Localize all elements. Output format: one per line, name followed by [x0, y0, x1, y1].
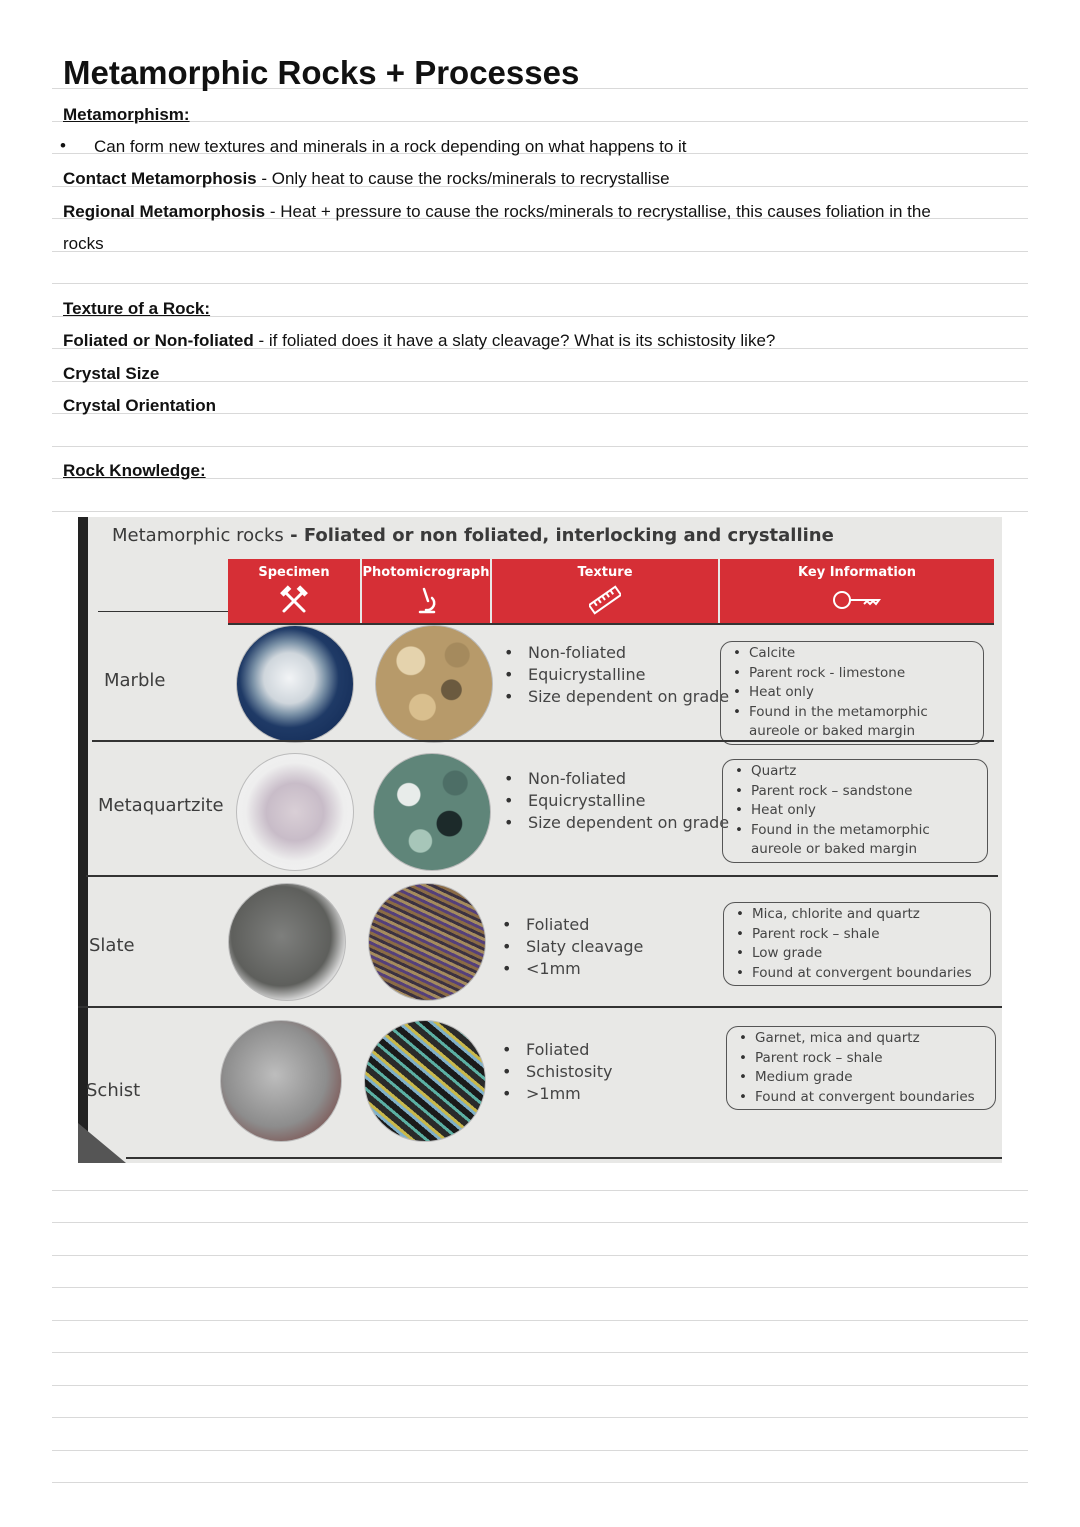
schist-key-2: • Parent rock – shale	[755, 1049, 987, 1069]
reference-sheet-photo	[78, 517, 1002, 1163]
rock-name-slate: Slate	[89, 935, 135, 956]
header-specimen	[228, 559, 360, 625]
regional-desc: - Heat + pressure to cause the rocks/minerals to recrystallise, this causes foliation in the	[265, 202, 931, 221]
regional-desc-cont: rocks	[63, 234, 104, 253]
bullet-dot: •	[60, 136, 66, 155]
rock-knowledge-heading: Rock Knowledge:	[63, 461, 206, 480]
slate-texture-2: • Slaty cleavage	[502, 936, 643, 958]
row-divider-2	[86, 875, 998, 877]
marble-specimen-image	[236, 625, 354, 743]
key-icon	[831, 585, 883, 615]
header-key-information	[720, 559, 994, 625]
schist-specimen-image	[220, 1020, 342, 1142]
hammers-icon	[278, 585, 310, 615]
marble-texture-1: • Non-foliated	[504, 642, 729, 664]
slate-specimen-image	[228, 883, 346, 1001]
rock-name-schist: Schist	[86, 1080, 141, 1101]
metaquartzite-texture-1: • Non-foliated	[504, 768, 729, 790]
metaquartzite-texture-2: • Equicrystalline	[504, 790, 729, 812]
marble-texture-2: • Equicrystalline	[504, 664, 729, 686]
row-divider-4	[126, 1157, 1002, 1159]
header-texture-label: Texture	[577, 565, 633, 580]
metaquartzite-key-2: • Parent rock – sandstone	[751, 782, 979, 802]
schist-texture-3: • >1mm	[502, 1083, 612, 1105]
foliated-desc: - if foliated does it have a slaty cleavage? What is its schistosity like?	[253, 331, 776, 350]
metaquartzite-key-4-cont: aureole or baked margin	[751, 841, 918, 857]
schist-key-3: • Medium grade	[755, 1068, 987, 1088]
crystal-orientation: Crystal Orientation	[63, 396, 217, 415]
header-texture	[492, 559, 718, 625]
schist-photomicrograph-image	[364, 1020, 486, 1142]
header-photomicrograph-label: Photomicrograph	[362, 565, 490, 580]
marble-key-4: • Found in the metamorphic	[749, 703, 975, 723]
marble-key-4-cont: aureole or baked margin	[749, 723, 916, 739]
slate-texture-list	[502, 914, 643, 980]
photo-corner	[78, 1123, 126, 1163]
metaquartzite-key-3: • Heat only	[751, 801, 979, 821]
metaquartzite-specimen-image	[236, 753, 354, 871]
contact-desc: - Only heat to cause the rocks/minerals to recrystallise	[256, 169, 670, 188]
metaquartzite-photomicrograph-image	[373, 753, 491, 871]
schist-key-1: • Garnet, mica and quartz	[755, 1029, 987, 1049]
schist-texture-list	[502, 1039, 612, 1105]
header-bottom-line	[228, 623, 994, 625]
marble-key-box	[720, 641, 984, 745]
header-photomicrograph	[362, 559, 490, 625]
regional-metamorphosis-line	[63, 201, 931, 223]
slate-key-3: • Low grade	[752, 944, 982, 964]
header-underline	[98, 611, 228, 612]
schist-key-4: • Found at convergent boundaries	[755, 1088, 987, 1108]
header-specimen-label: Specimen	[258, 565, 330, 580]
sheet-title-b: - Foliated or non foliated, interlocking and crystalline	[283, 525, 834, 546]
marble-key-2: • Parent rock - limestone	[749, 664, 975, 684]
schist-texture-2: • Schistosity	[502, 1061, 612, 1083]
header-key-information-label: Key Information	[798, 565, 916, 580]
metaquartzite-key-4: • Found in the metamorphic	[751, 821, 979, 841]
contact-term: Contact Metamorphosis	[63, 169, 257, 188]
row-divider-3	[78, 1006, 1002, 1008]
metaquartzite-texture-3: • Size dependent on grade	[504, 812, 729, 834]
marble-key-1: • Calcite	[749, 644, 975, 664]
slate-texture-1: • Foliated	[502, 914, 643, 936]
slate-photomicrograph-image	[368, 883, 486, 1001]
slate-key-box	[723, 902, 991, 986]
microscope-icon	[410, 585, 442, 615]
marble-photomicrograph-image	[375, 625, 493, 743]
texture-heading: Texture of a Rock:	[63, 299, 211, 318]
crystal-size: Crystal Size	[63, 364, 160, 383]
metaquartzite-texture-list	[504, 768, 729, 834]
page-title: Metamorphic Rocks + Processes	[63, 54, 580, 91]
photo-edge	[78, 517, 88, 1163]
sheet-title	[112, 525, 834, 546]
rock-name-marble: Marble	[104, 670, 166, 691]
metaquartzite-key-1: • Quartz	[751, 762, 979, 782]
metamorphism-heading: Metamorphism:	[63, 105, 190, 124]
regional-term: Regional Metamorphosis	[63, 202, 266, 221]
ruler-icon	[589, 585, 621, 615]
sheet-title-a: Metamorphic rocks	[112, 525, 284, 546]
foliated-line	[63, 330, 775, 352]
slate-key-2: • Parent rock – shale	[752, 925, 982, 945]
schist-key-box	[726, 1026, 996, 1110]
marble-texture-list	[504, 642, 729, 708]
metamorphism-bullet: Can form new textures and minerals in a rock depending on what happens to it	[94, 137, 687, 156]
marble-texture-3: • Size dependent on grade	[504, 686, 729, 708]
slate-key-1: • Mica, chlorite and quartz	[752, 905, 982, 925]
contact-metamorphosis-line	[63, 168, 670, 190]
marble-key-3: • Heat only	[749, 683, 975, 703]
schist-texture-1: • Foliated	[502, 1039, 612, 1061]
foliated-term: Foliated or Non-foliated	[63, 331, 254, 350]
slate-key-4: • Found at convergent boundaries	[752, 964, 982, 984]
rock-name-metaquartzite: Metaquartzite	[98, 795, 224, 816]
metaquartzite-key-box	[722, 759, 988, 863]
slate-texture-3: • <1mm	[502, 958, 643, 980]
row-divider-1	[92, 740, 994, 742]
